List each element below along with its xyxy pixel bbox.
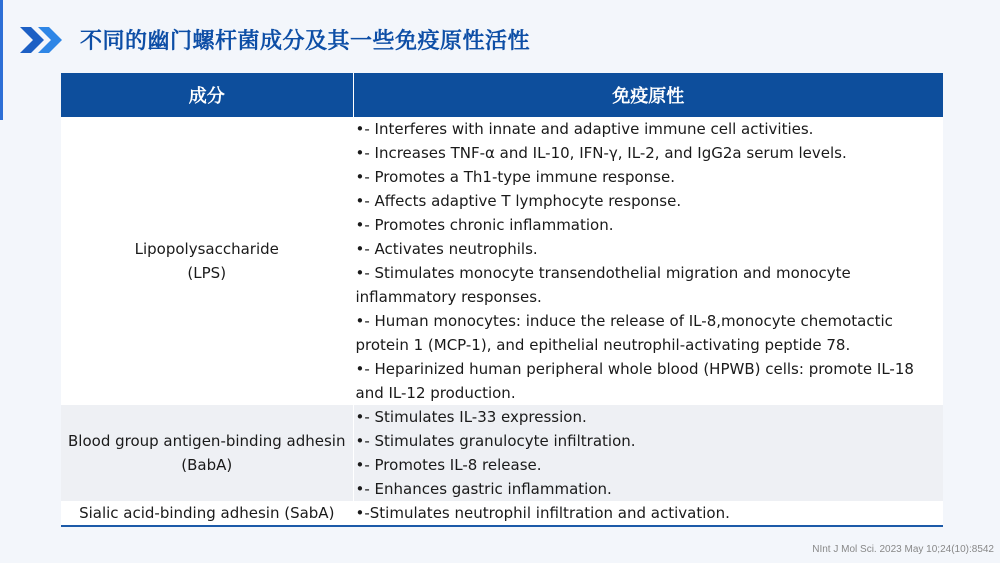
activity-item: •- Promotes a Th1-type immune response.: [355, 168, 675, 186]
citation-footer: NInt J Mol Sci. 2023 May 10;24(10):8542: [812, 544, 994, 555]
activities-cell: [353, 405, 943, 501]
activity-item: •-Stimulates neutrophil infiltration and activation.: [355, 504, 730, 522]
activity-item: •- Promotes chronic inflammation.: [355, 216, 614, 234]
activity-item: •- Heparinized human peripheral whole blood (HPWB) cells: promote IL-18 and IL-12 production.: [355, 360, 914, 402]
activity-item: •- Human monocytes: induce the release of IL-8,monocyte chemotactic protein 1 (MCP-1), and epithelial neutrophil-activating peptide 78.: [355, 312, 893, 354]
component-name: Lipopolysaccharide: [134, 240, 279, 258]
activity-item: •- Activates neutrophils.: [355, 240, 538, 258]
table-row: [61, 405, 943, 501]
component-abbr: (LPS): [187, 264, 227, 282]
activity-item: •- Increases TNF-α and IL-10, IFN-γ, IL-2, and IgG2a serum levels.: [355, 144, 847, 162]
activity-item: •- Enhances gastric inflammation.: [355, 480, 612, 498]
component-cell: [61, 117, 353, 405]
components-table: [61, 73, 943, 527]
activity-item: •- Stimulates monocyte transendothelial migration and monocyte inflammatory responses.: [355, 264, 851, 306]
table-row: [61, 501, 943, 526]
table-row: [61, 117, 943, 405]
component-abbr: (BabA): [181, 456, 233, 474]
activities-cell: [353, 501, 943, 526]
activity-item: •- Interferes with innate and adaptive immune cell activities.: [355, 120, 814, 138]
left-accent-bar: [0, 0, 3, 120]
activity-item: •- Affects adaptive T lymphocyte response.: [355, 192, 682, 210]
header-component: 成分: [61, 73, 353, 117]
table-header-row: [61, 73, 943, 117]
activities-cell: [353, 117, 943, 405]
component-cell: [61, 501, 353, 526]
slide-title: 不同的幽门螺杆菌成分及其一些免疫原性活性: [80, 29, 531, 54]
activity-item: •- Promotes IL-8 release.: [355, 456, 542, 474]
activity-item: •- Stimulates granulocyte infiltration.: [355, 432, 636, 450]
double-chevron-right-icon: [20, 27, 70, 53]
component-name: Blood group antigen-binding adhesin: [68, 432, 346, 450]
header-immunogenicity: 免疫原性: [353, 73, 943, 117]
activity-item: •- Stimulates IL-33 expression.: [355, 408, 587, 426]
component-name: Sialic acid-binding adhesin (SabA): [79, 504, 335, 522]
component-cell: [61, 405, 353, 501]
